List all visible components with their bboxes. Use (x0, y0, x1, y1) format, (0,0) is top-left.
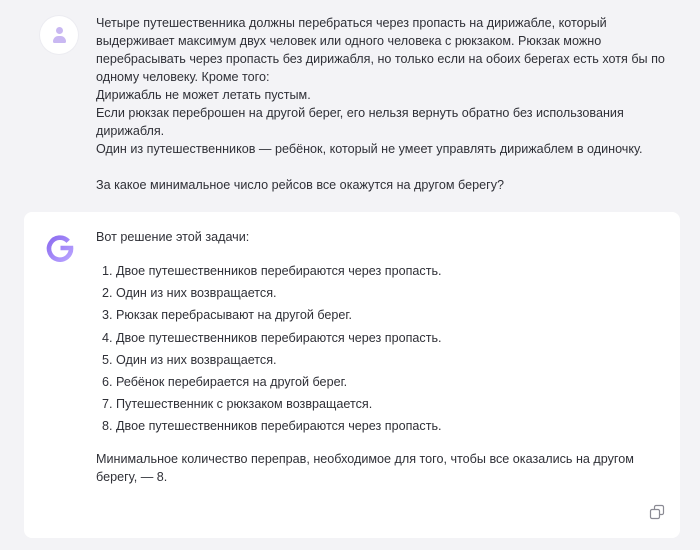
solution-step (96, 306, 656, 328)
conclusion-line: Минимальное количество переправ, необходимое для того, чтобы все оказались на другом (96, 451, 634, 466)
answer-intro: Вот решение этой задачи: (96, 230, 250, 244)
solution-step (96, 417, 656, 439)
avatar-shoulders (53, 36, 66, 43)
step-text: Ребёнок перебирается на другой берег. (116, 374, 348, 389)
user-message-text (96, 14, 666, 194)
user-message-line: одному человеку. Кроме того: (96, 70, 270, 84)
step-text: Двое путешественников перебираются через пропасть. (116, 264, 442, 278)
step-text: Путешественник с рюкзаком возвращается. (116, 397, 373, 412)
user-question: За какое минимальное число рейсов все окажутся на другом берегу? (96, 178, 505, 192)
user-message (0, 0, 700, 210)
assistant-answer-text (96, 228, 656, 486)
user-message-line: дирижабля. (96, 124, 165, 138)
solution-step (96, 284, 656, 306)
conclusion-line: берегу, — 8. (96, 469, 168, 484)
user-message-line: Четыре путешественника должны перебраться через пропасть на дирижабле, который (96, 16, 607, 30)
user-message-line: Дирижабль не может летать пустым. (96, 88, 311, 102)
copy-icon[interactable] (648, 503, 666, 521)
solution-step (96, 262, 656, 284)
step-number: 3. (102, 308, 113, 323)
user-message-line: Один из путешественников — ребёнок, который не умеет управлять дирижаблем в одиночку. (96, 142, 643, 156)
step-number: 2. (102, 286, 113, 301)
solution-step (96, 395, 656, 417)
assistant-answer-card (24, 212, 680, 538)
user-message-line: выдерживает максимум двух человек или одного человека с рюкзаком. Рюкзак можно (96, 34, 602, 48)
step-number: 5. (102, 352, 113, 367)
step-text: Один из них возвращается. (116, 286, 277, 301)
solution-step (96, 351, 656, 373)
step-number: 4. (102, 330, 113, 345)
step-text: Двое путешественников перебираются через пропасть. (116, 419, 442, 434)
user-message-line: перебрасывать через пропасть без дирижабля, но только если на обоих берегах есть хотя бы по (96, 52, 665, 66)
user-message-line: Если рюкзак переброшен на другой берег, его нельзя вернуть обратно без использования (96, 106, 624, 120)
step-text: Рюкзак перебрасывают на другой берег. (116, 308, 352, 323)
step-number: 7. (102, 397, 113, 412)
g-logo-icon (46, 234, 74, 262)
step-number: 6. (102, 374, 113, 389)
solution-step (96, 373, 656, 395)
avatar-head (56, 27, 63, 34)
answer-conclusion (96, 450, 656, 486)
user-avatar-icon (40, 16, 78, 54)
solution-step (96, 329, 656, 351)
step-text: Двое путешественников перебираются через пропасть. (116, 330, 442, 345)
step-number: 1. (102, 264, 113, 278)
step-number: 8. (102, 419, 113, 434)
step-text: Один из них возвращается. (116, 352, 277, 367)
solution-steps-list (96, 262, 656, 440)
